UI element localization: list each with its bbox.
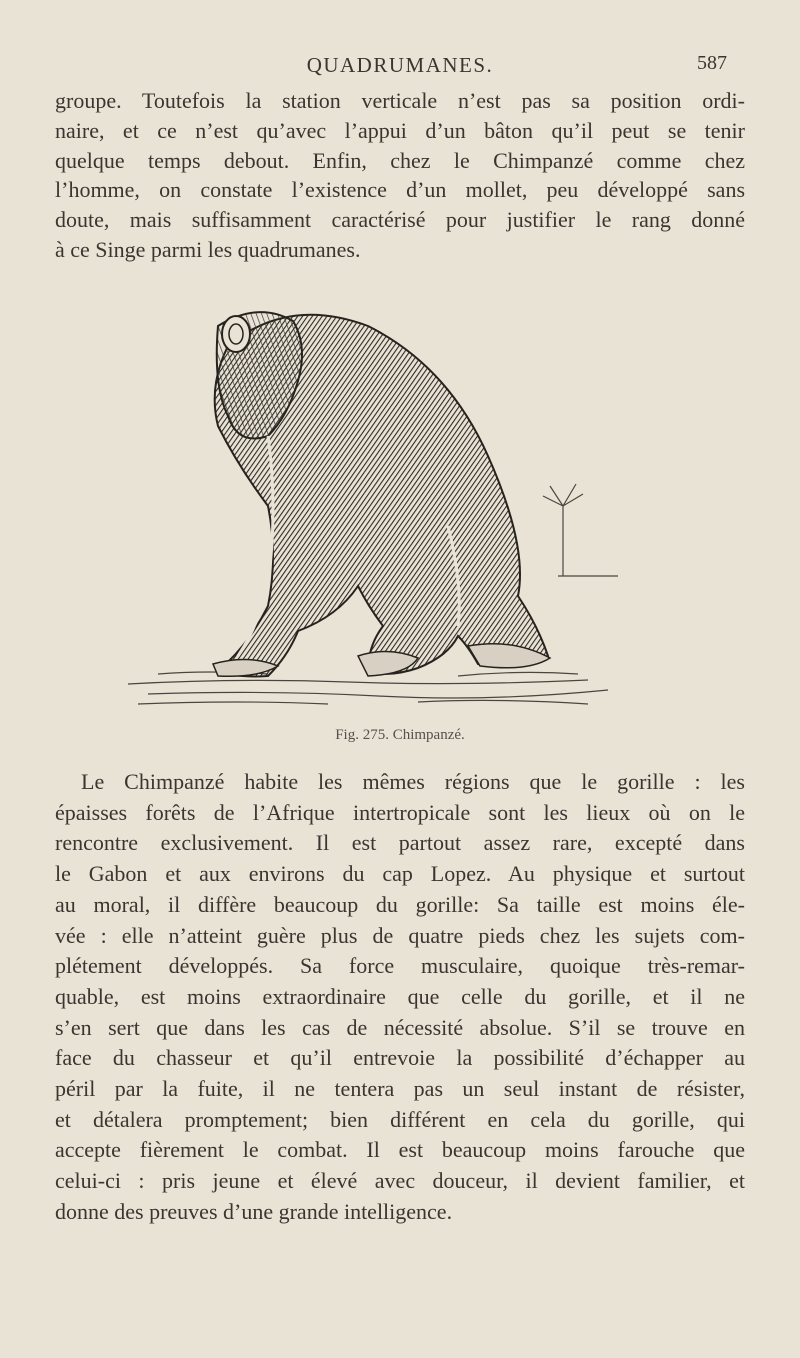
- bottom-paragraph: [55, 767, 745, 1228]
- paragraph-line: plétement développés. Sa force musculaire, quoique très-remar-: [55, 953, 745, 979]
- paragraph-line: donne des preuves d’une grande intelligence.: [55, 1198, 453, 1224]
- figure-caption: Fig. 275. Chimpanzé.: [335, 727, 465, 743]
- paragraph-line: rencontre exclusivement. Il est partout assez rare, excepté dans: [55, 830, 745, 856]
- page-number: 587: [697, 52, 727, 74]
- paragraph-line: péril par la fuite, il ne tentera pas un seul instant de résister,: [55, 1076, 745, 1102]
- running-title: QUADRUMANES.: [306, 53, 494, 77]
- paragraph-line: celui-ci : pris jeune et élevé avec douceur, il devient familier, et: [55, 1168, 745, 1194]
- paragraph-line: face du chasseur et qu’il entrevoie la possibilité d’échapper au: [55, 1045, 745, 1071]
- paragraph-line: au moral, il diffère beaucoup du gorille: Sa taille est moins éle-: [55, 891, 745, 917]
- paragraph-line: vée : elle n’atteint guère plus de quatre pieds chez les sujets com-: [55, 922, 745, 948]
- paragraph-line: le Gabon et aux environs du cap Lopez. Au physique et surtout: [55, 861, 745, 887]
- paragraph-line: épaisses forêts de l’Afrique intertropicale sont les lieux où on le: [55, 799, 745, 825]
- paragraph-line: doute, mais suffisamment caractérisé pour justifier le rang donné: [55, 207, 745, 233]
- paragraph-line: l’homme, on constate l’existence d’un mollet, peu développé sans: [55, 177, 745, 203]
- paragraph-line: Le Chimpanzé habite les mêmes régions que le gorille : les: [81, 769, 745, 794]
- paragraph-line: naire, et ce n’est qu’avec l’appui d’un bâton qu’il peut se tenir: [55, 117, 745, 143]
- paragraph-line: groupe. Toutefois la station verticale n’est pas sa position ordi-: [55, 88, 745, 113]
- paragraph-line: et détalera promptement; bien différent en cela du gorille, qui: [55, 1106, 745, 1132]
- top-paragraph: [55, 86, 745, 265]
- paragraph-line: quelque temps debout. Enfin, chez le Chimpanzé comme chez: [55, 147, 745, 173]
- paragraph-line: à ce Singe parmi les quadrumanes.: [55, 236, 361, 262]
- paragraph-line: quable, est moins extraordinaire que celle du gorille, et il ne: [55, 983, 745, 1009]
- paragraph-line: s’en sert que dans les cas de nécessité absolue. S’il se trouve en: [55, 1014, 745, 1040]
- chimpanzee-illustration: [118, 286, 618, 756]
- paragraph-line: accepte fièrement le combat. Il est beaucoup moins farouche que: [55, 1137, 745, 1163]
